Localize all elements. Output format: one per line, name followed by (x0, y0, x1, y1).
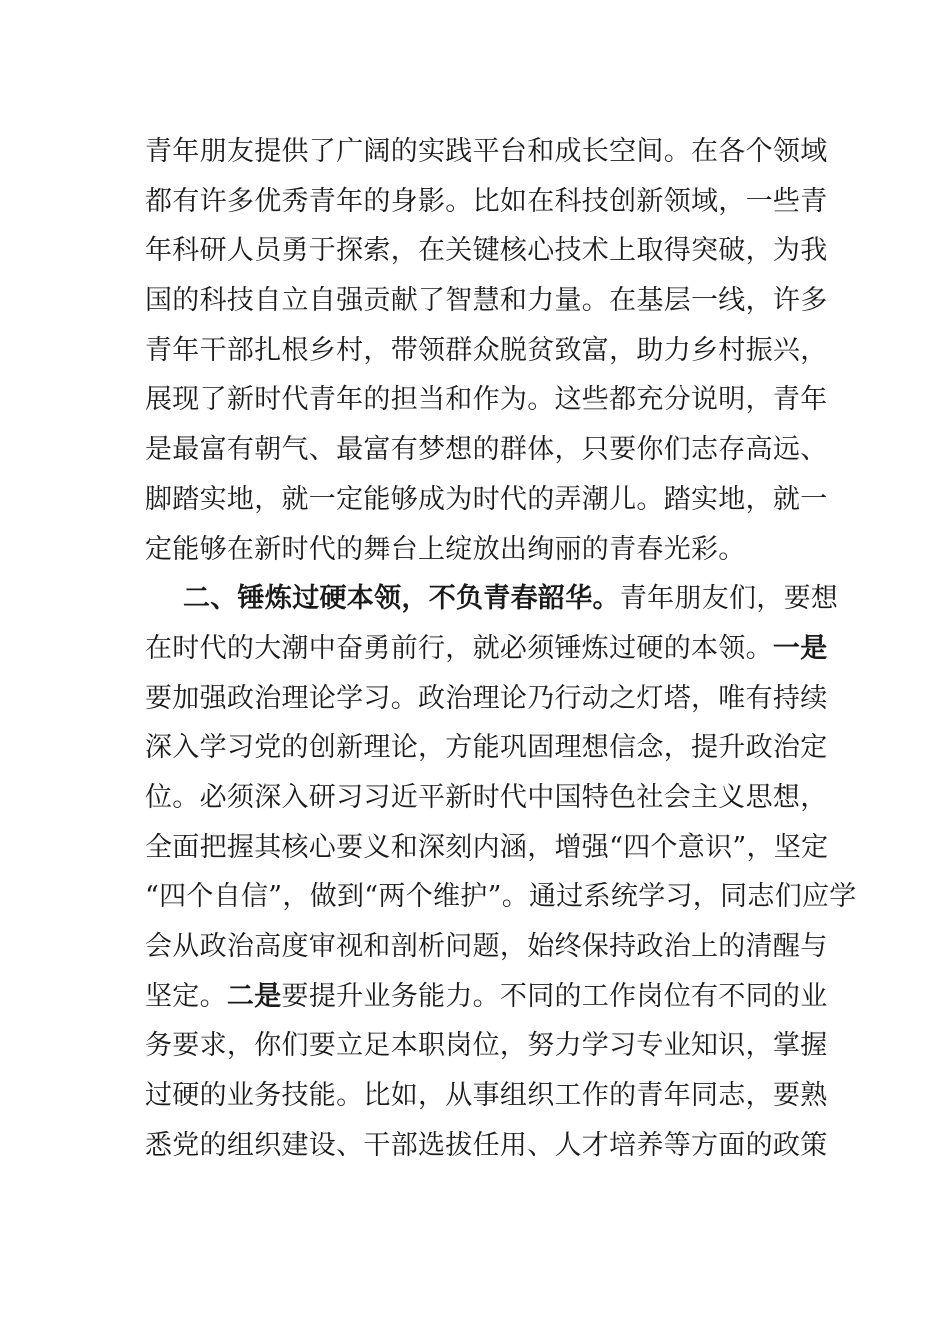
section-heading-line (145, 574, 839, 624)
text-line (145, 972, 828, 1022)
text-line: 脚踏实地，就一定能够成为时代的弄潮儿。踏实地，就一 (145, 483, 828, 515)
text-line: 青年干部扎根乡村，带领群众脱贫致富，助力乡村振兴， (145, 334, 828, 366)
text-line: 年科研人员勇于探索，在关键核心技术上取得突破，为我 (145, 235, 828, 267)
text-fragment: 在时代的大潮中奋勇前行，就必须锤炼过硬的本领。 (145, 632, 773, 664)
text-fragment: 青年朋友们，要想 (619, 583, 839, 615)
text-line: 定能够在新时代的舞台上绽放出绚丽的青春光彩。 (145, 533, 746, 565)
text-line: 全面把握其核心要义和深刻内涵，增强“四个意识”，坚定 (145, 831, 829, 863)
text-line: 会从政治高度审视和剖析问题，始终保持政治上的清醒与 (145, 931, 828, 962)
text-line: 是最富有朝气、最富有梦想的群体，只要你们志存高远、 (145, 434, 828, 466)
point-marker: 二是 (226, 980, 282, 1012)
text-line: 展现了新时代青年的担当和作为。这些都充分说明，青年 (145, 384, 828, 416)
text-line: 位。必须深入研习习近平新时代中国特色社会主义思想， (145, 781, 828, 813)
text-line (145, 624, 828, 674)
text-line: 悉党的组织建设、干部选拔任用、人才培养等方面的政策 (145, 1129, 828, 1161)
text-line: 都有许多优秀青年的身影。比如在科技创新领域，一些青 (145, 185, 828, 217)
text-line: 要加强政治理论学习。政治理论乃行动之灯塔，唯有持续 (145, 682, 828, 714)
body-text (145, 127, 857, 1170)
point-marker: 一是 (772, 632, 828, 664)
text-line: 国的科技自立自强贡献了智慧和力量。在基层一线，许多 (145, 285, 828, 317)
text-line: 青年朋友提供了广阔的实践平台和成长空间。在各个领域 (145, 136, 828, 167)
text-fragment: 要提升业务能力。不同的工作岗位有不同的业 (281, 980, 828, 1012)
text-line: 务要求，你们要立足本职岗位，努力学习专业知识，掌握 (145, 1030, 828, 1062)
text-fragment: 坚定。 (145, 980, 227, 1012)
text-line: 过硬的业务技能。比如，从事组织工作的青年同志，要熟 (145, 1080, 828, 1112)
text-line: “四个自信”，做到“两个维护”。通过系统学习，同志们应学 (145, 881, 857, 913)
section-heading: 二、锤炼过硬本领，不负青春韶华。 (183, 583, 620, 615)
text-line: 深入学习党的创新理论，方能巩固理想信念，提升政治定 (145, 732, 828, 764)
